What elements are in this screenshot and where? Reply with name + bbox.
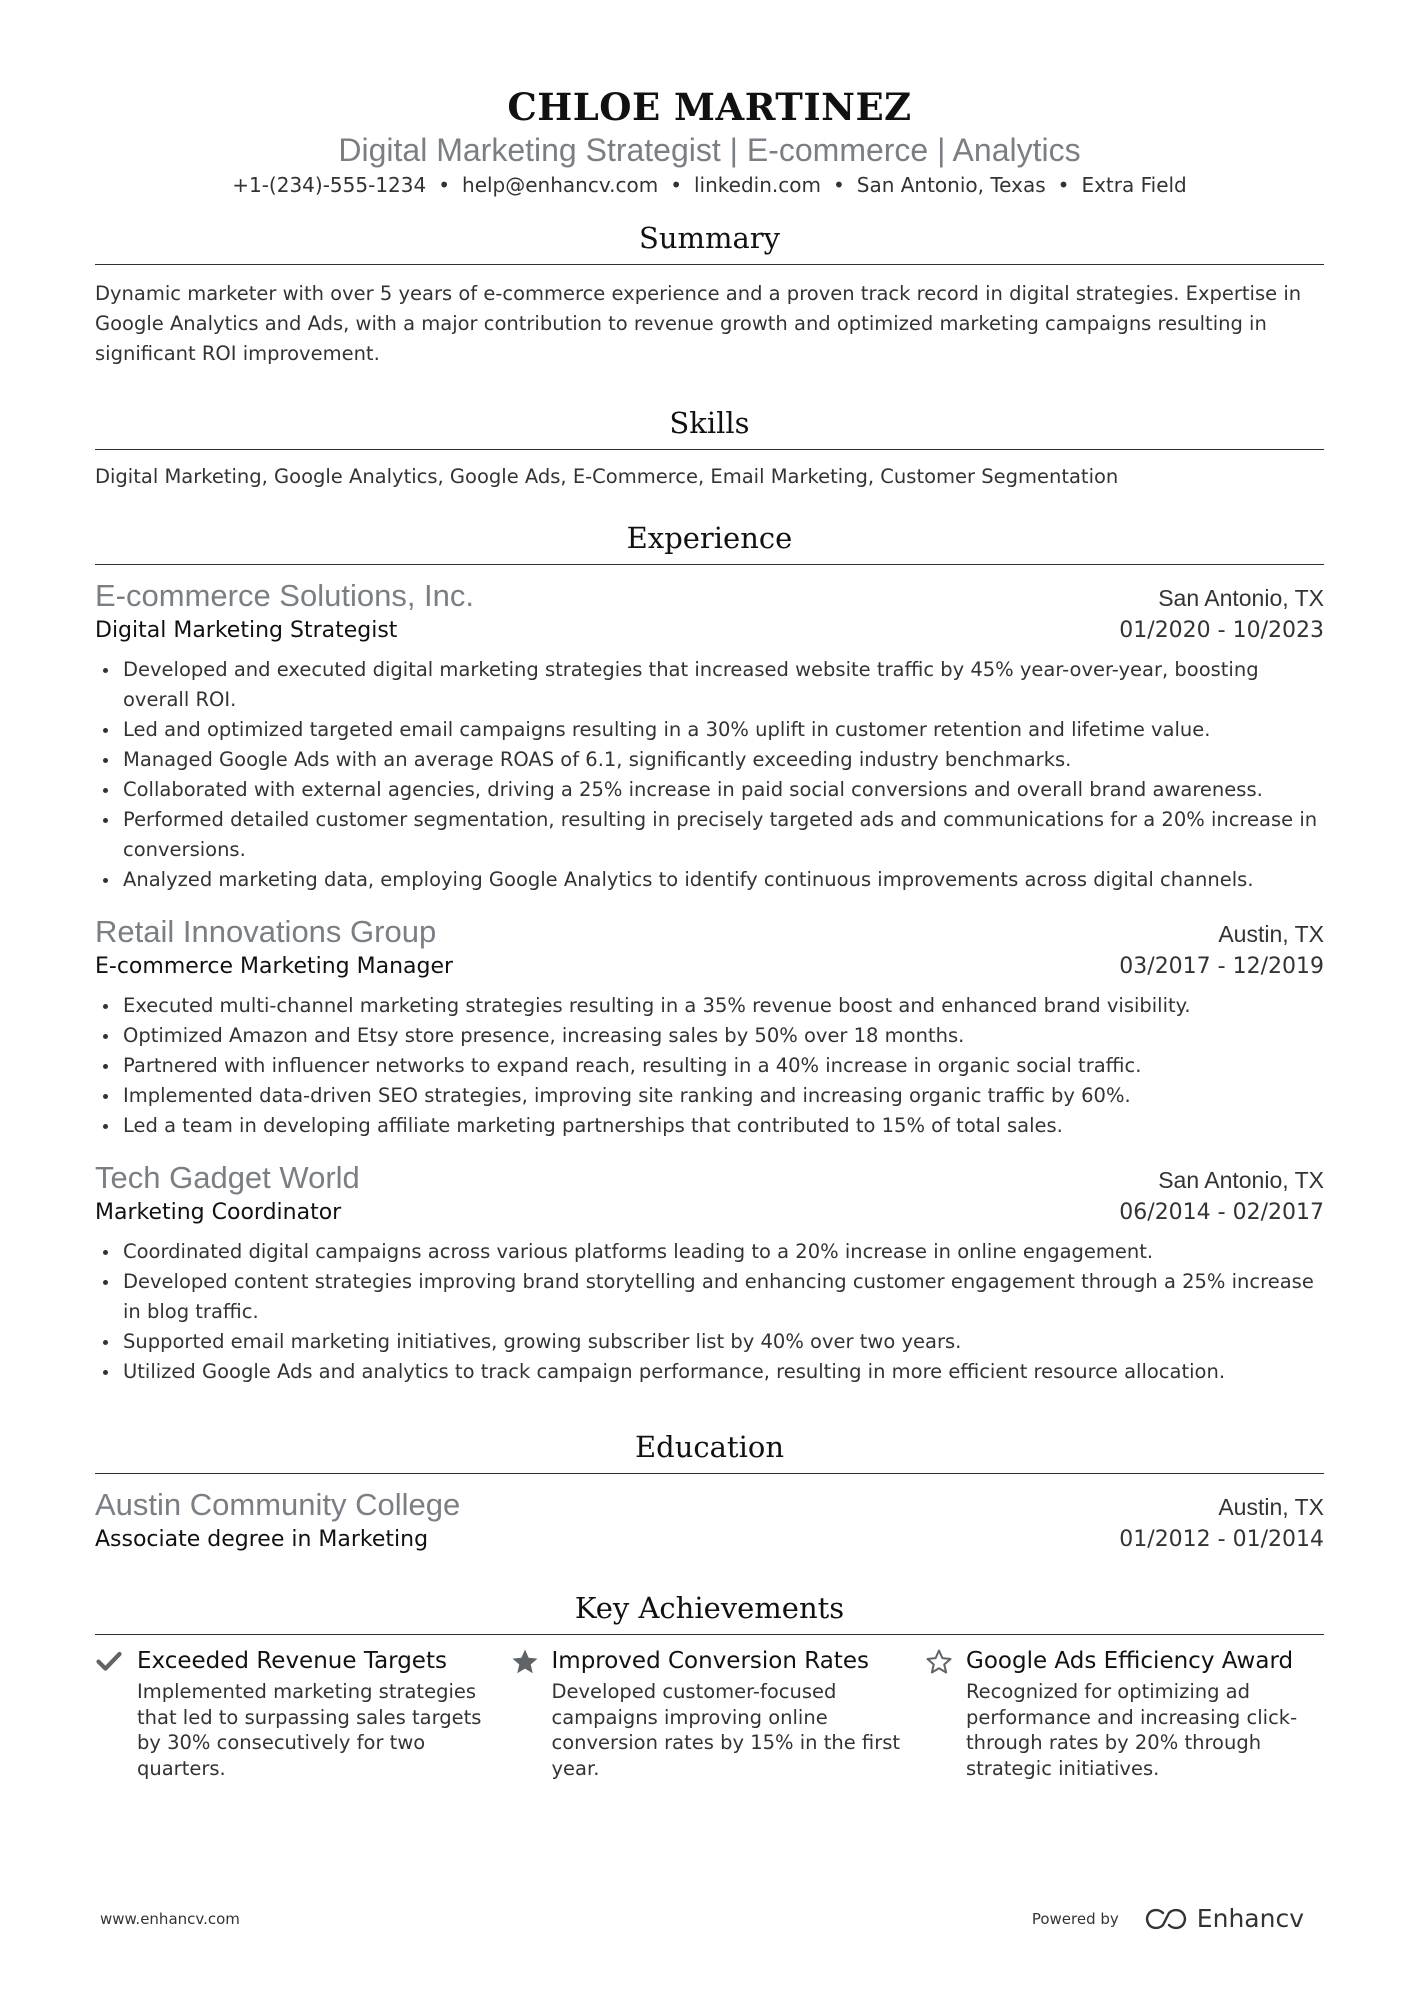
resume-page: [95, 0, 1324, 1995]
school-name: Austin Community College: [95, 1487, 461, 1522]
contact-location: San Antonio, Texas: [856, 173, 1046, 197]
achievement-item: [510, 1645, 910, 1781]
star-filled-icon: [510, 1645, 552, 1781]
achievement-description: Recognized for optimizing ad performance and increasing click-through rates by 20% through strategic initiatives.: [966, 1680, 1298, 1780]
job-dates: 01/2020 - 10/2023: [1119, 618, 1324, 643]
resume-header: [95, 0, 1324, 200]
company-name: E-commerce Solutions, Inc.: [95, 578, 475, 613]
education-dates: 01/2012 - 01/2014: [1119, 1527, 1324, 1552]
experience-entry: [95, 1159, 1324, 1387]
job-title: Digital Marketing Strategist: [95, 618, 398, 643]
education-entry: [95, 1486, 1324, 1556]
achievement-title: Improved Conversion Rates: [551, 1648, 869, 1674]
achievement-title: Google Ads Efficiency Award: [966, 1648, 1294, 1674]
bullet-separator: •: [670, 173, 682, 197]
experience-entry: [95, 577, 1324, 895]
job-dates: 06/2014 - 02/2017: [1119, 1200, 1324, 1225]
company-name: Tech Gadget World: [95, 1160, 360, 1195]
list-item: Developed content strategies improving brand storytelling and enhancing customer engagement through a 25% increase in blog traffic.: [95, 1267, 1324, 1327]
contact-line: [95, 170, 1324, 200]
section-title-skills: Skills: [95, 403, 1324, 450]
job-bullets: [95, 655, 1324, 895]
candidate-headline: Digital Marketing Strategist | E-commerce | Analytics: [338, 132, 1081, 168]
enhancv-logo-icon: [1143, 1907, 1189, 1931]
contact-phone: +1-(234)-555-1234: [232, 173, 427, 197]
job-location: San Antonio, TX: [1158, 1167, 1324, 1193]
list-item: Analyzed marketing data, employing Google Analytics to identify continuous improvements across digital channels.: [95, 865, 1324, 895]
list-item: Collaborated with external agencies, driving a 25% increase in paid social conversions and overall brand awareness.: [95, 775, 1324, 805]
skills-text: Digital Marketing, Google Analytics, Google Ads, E-Commerce, Email Marketing, Customer Segmentation: [95, 465, 1119, 488]
list-item: Developed and executed digital marketing strategies that increased website traffic by 45% year-over-year, boosting overall ROI.: [95, 655, 1324, 715]
achievement-item: [95, 1645, 495, 1781]
footer-website-link[interactable]: www.enhancv.com: [100, 1909, 240, 1928]
bullet-separator: •: [438, 173, 451, 197]
job-location: Austin, TX: [1218, 921, 1324, 947]
skills-section: [95, 403, 1324, 492]
section-title-summary: Summary: [95, 218, 1324, 265]
candidate-name: CHLOE MARTINEZ: [507, 85, 912, 129]
company-name: Retail Innovations Group: [95, 914, 437, 949]
list-item: Performed detailed customer segmentation, resulting in precisely targeted ads and communications for a 20% increase in conversions.: [95, 805, 1324, 865]
list-item: Led a team in developing affiliate marketing partnerships that contributed to 15% of total sales.: [95, 1111, 1324, 1141]
list-item: Executed multi-channel marketing strategies resulting in a 35% revenue boost and enhanced brand visibility.: [95, 991, 1324, 1021]
achievements-grid: [95, 1645, 1324, 1781]
section-title-experience: Experience: [95, 518, 1324, 565]
achievement-description: Implemented marketing strategies that led to surpassing sales targets by 30% consecutively for two quarters.: [137, 1680, 482, 1780]
section-title-achievements: Key Achievements: [95, 1588, 1324, 1635]
contact-email[interactable]: help@enhancv.com: [462, 173, 659, 197]
degree: Associate degree in Marketing: [95, 1527, 429, 1552]
achievement-title: Exceeded Revenue Targets: [137, 1648, 447, 1674]
list-item: Implemented data-driven SEO strategies, improving site ranking and increasing organic traffic by 60%.: [95, 1081, 1324, 1111]
experience-section: [95, 518, 1324, 1387]
job-title: E-commerce Marketing Manager: [95, 954, 454, 979]
enhancv-logo-text: Enhancv: [1196, 1904, 1304, 1933]
job-bullets: [95, 991, 1324, 1141]
summary-section: [95, 218, 1324, 369]
list-item: Utilized Google Ads and analytics to track campaign performance, resulting in more efficient resource allocation.: [95, 1357, 1324, 1387]
star-outline-icon: [924, 1645, 966, 1781]
enhancv-logo[interactable]: [1143, 1904, 1304, 1933]
list-item: Partnered with influencer networks to expand reach, resulting in a 40% increase in organic social traffic.: [95, 1051, 1324, 1081]
list-item: Supported email marketing initiatives, growing subscriber list by 40% over two years.: [95, 1327, 1324, 1357]
list-item: Coordinated digital campaigns across various platforms leading to a 20% increase in online engagement.: [95, 1237, 1324, 1267]
bullet-separator: •: [832, 173, 845, 197]
job-bullets: [95, 1237, 1324, 1387]
bullet-separator: •: [1057, 173, 1070, 197]
list-item: Led and optimized targeted email campaigns resulting in a 30% uplift in customer retention and lifetime value.: [95, 715, 1324, 745]
job-title: Marketing Coordinator: [95, 1200, 342, 1225]
powered-by-label: Powered by: [1031, 1909, 1119, 1928]
achievements-section: [95, 1588, 1324, 1781]
list-item: Managed Google Ads with an average ROAS of 6.1, significantly exceeding industry benchmarks.: [95, 745, 1324, 775]
contact-extra-field: Extra Field: [1081, 173, 1187, 197]
achievement-description: Developed customer-focused campaigns improving online conversion rates by 15% in the first year.: [551, 1680, 901, 1780]
achievement-item: [924, 1645, 1324, 1781]
job-location: San Antonio, TX: [1158, 585, 1324, 611]
section-title-education: Education: [95, 1427, 1324, 1474]
experience-entry: [95, 913, 1324, 1141]
education-section: [95, 1427, 1324, 1556]
list-item: Optimized Amazon and Etsy store presence, increasing sales by 50% over 18 months.: [95, 1021, 1324, 1051]
contact-linkedin[interactable]: linkedin.com: [693, 173, 821, 197]
job-dates: 03/2017 - 12/2019: [1119, 954, 1324, 979]
summary-text: Dynamic marketer with over 5 years of e-commerce experience and a proven track record in digital strategies. Expertise in Google Analytics and Ads, with a major contribution to revenue growth and optimized marketing campaigns resulting in significant ROI improvement.: [95, 282, 1302, 365]
resume-footer: [95, 1904, 1324, 1933]
school-location: Austin, TX: [1218, 1494, 1324, 1520]
check-icon: [95, 1645, 137, 1781]
